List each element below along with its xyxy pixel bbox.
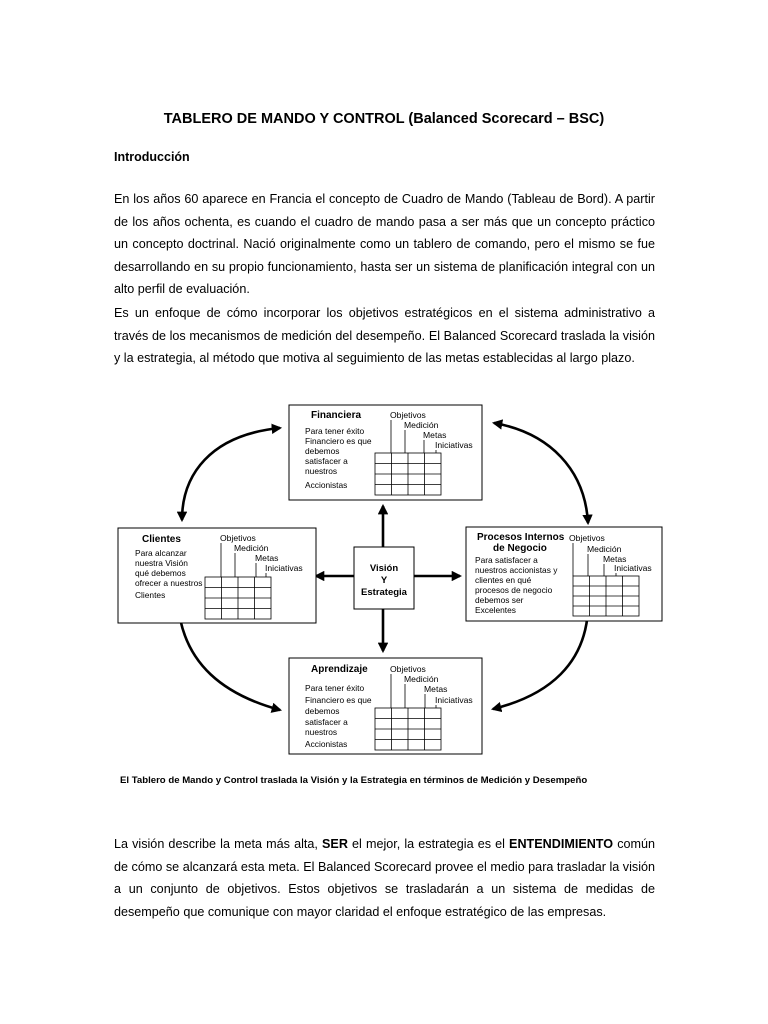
svg-text:nuestros: nuestros — [305, 466, 338, 476]
center-vision-box — [354, 547, 414, 609]
svg-text:Metas: Metas — [603, 554, 627, 564]
svg-text:satisfacer a: satisfacer a — [305, 456, 348, 466]
svg-text:debemos: debemos — [305, 706, 340, 716]
aprendizaje-box — [289, 658, 482, 754]
aprendizaje-title: Aprendizaje — [311, 664, 368, 675]
svg-text:clientes en qué: clientes en qué — [475, 575, 532, 585]
svg-text:Visión: Visión — [369, 563, 399, 574]
procesos-title: Procesos Internos — [477, 532, 565, 543]
svg-text:Excelentes: Excelentes — [475, 605, 516, 615]
svg-text:ofrecer a nuestros: ofrecer a nuestros — [135, 578, 203, 588]
svg-text:Iniciativas: Iniciativas — [435, 440, 473, 450]
svg-text:debemos ser: debemos ser — [475, 595, 524, 605]
procesos-box — [466, 527, 662, 621]
svg-text:nuestra Visión: nuestra Visión — [135, 558, 188, 568]
section-heading-introduccion: Introducción — [114, 150, 190, 164]
svg-text:Objetivos: Objetivos — [390, 664, 426, 674]
svg-text:Medición: Medición — [404, 674, 439, 684]
bold-ser: SER — [322, 837, 348, 851]
financiera-title: Financiera — [311, 410, 362, 421]
bold-entendimiento: ENTENDIMIENTO — [509, 837, 614, 851]
svg-text:Iniciativas: Iniciativas — [614, 563, 652, 573]
svg-text:Iniciativas: Iniciativas — [265, 563, 303, 573]
svg-text:Para alcanzar: Para alcanzar — [135, 548, 187, 558]
svg-text:debemos: debemos — [305, 446, 340, 456]
balanced-scorecard-diagram — [110, 395, 670, 770]
curved-arrow-financiera-clientes — [182, 428, 280, 520]
svg-text:Iniciativas: Iniciativas — [435, 695, 473, 705]
svg-text:Medición: Medición — [587, 544, 622, 554]
svg-text:Medición: Medición — [404, 420, 439, 430]
svg-text:Metas: Metas — [255, 553, 279, 563]
svg-text:Clientes: Clientes — [135, 590, 166, 600]
svg-text:Financiero es que: Financiero es que — [305, 695, 372, 705]
svg-text:nuestros accionistas y: nuestros accionistas y — [475, 565, 558, 575]
svg-text:Estrategia: Estrategia — [361, 587, 407, 598]
svg-text:Para satisfacer a: Para satisfacer a — [475, 555, 538, 565]
svg-text:nuestros: nuestros — [305, 727, 338, 737]
svg-text:Metas: Metas — [424, 684, 448, 694]
curved-arrow-financiera-procesos — [494, 423, 588, 523]
svg-text:Y: Y — [380, 575, 388, 586]
financiera-box — [289, 405, 482, 500]
paragraph-approach: Es un enfoque de cómo incorporar los objetivos estratégicos en el sistema administrativo a través de los mecanismos de medición del desempeño. El Balanced Scorecard traslada la visión y la estrategia, al método que motiva al seguimiento de las metas establecidas al largo plazo. — [114, 306, 655, 366]
svg-text:satisfacer a: satisfacer a — [305, 717, 348, 727]
paragraph-history: En los años 60 aparece en Francia el concepto de Cuadro de Mando (Tableau de Bord). A partir de los años ochenta, es cuando el cuadro de mando pasa a ser más que un concepto práctico un concepto doctrinal. Nació originalmente como un tablero de comando, pero el mismo se fue desarrollando en su propio funcionamiento, hasta ser un sistema de planificación integral con un alto perfil de evaluación. — [114, 192, 655, 297]
svg-text:Medición: Medición — [234, 543, 269, 553]
curved-arrow-procesos-aprendizaje — [493, 610, 588, 709]
svg-text:Accionistas: Accionistas — [305, 480, 348, 490]
svg-text:Para tener éxito: Para tener éxito — [305, 426, 365, 436]
svg-text:qué debemos: qué debemos — [135, 568, 186, 578]
svg-text:Objetivos: Objetivos — [569, 533, 605, 543]
svg-text:procesos de negocio: procesos de negocio — [475, 585, 553, 595]
svg-text:Para tener éxito: Para tener éxito — [305, 683, 365, 693]
svg-text:de Negocio: de Negocio — [493, 543, 547, 554]
diagram-caption: El Tablero de Mando y Control traslada la Visión y la Estrategia en términos de Medición y Desempeño — [120, 775, 588, 786]
svg-text:Objetivos: Objetivos — [220, 533, 256, 543]
paragraph-vision: La visión describe la meta más alta, SER el mejor, la estrategia es el ENTENDIMIENTO común de cómo se alcanzará esta meta. El Balanced Scorecard provee el medio para trasladar la visión a un conjunto de objetivos. Estos objetivos se trasladarán a un sistema de medidas de desempeño que comunique con mayor claridad el enfoque estratégico de las empresas. — [114, 837, 655, 919]
svg-text:Metas: Metas — [423, 430, 447, 440]
svg-text:Objetivos: Objetivos — [390, 410, 426, 420]
svg-text:Accionistas: Accionistas — [305, 739, 348, 749]
clientes-box — [118, 528, 316, 623]
clientes-title: Clientes — [142, 534, 181, 545]
svg-text:Financiero es que: Financiero es que — [305, 436, 372, 446]
document-title: TABLERO DE MANDO Y CONTROL (Balanced Scorecard – BSC) — [163, 111, 605, 127]
